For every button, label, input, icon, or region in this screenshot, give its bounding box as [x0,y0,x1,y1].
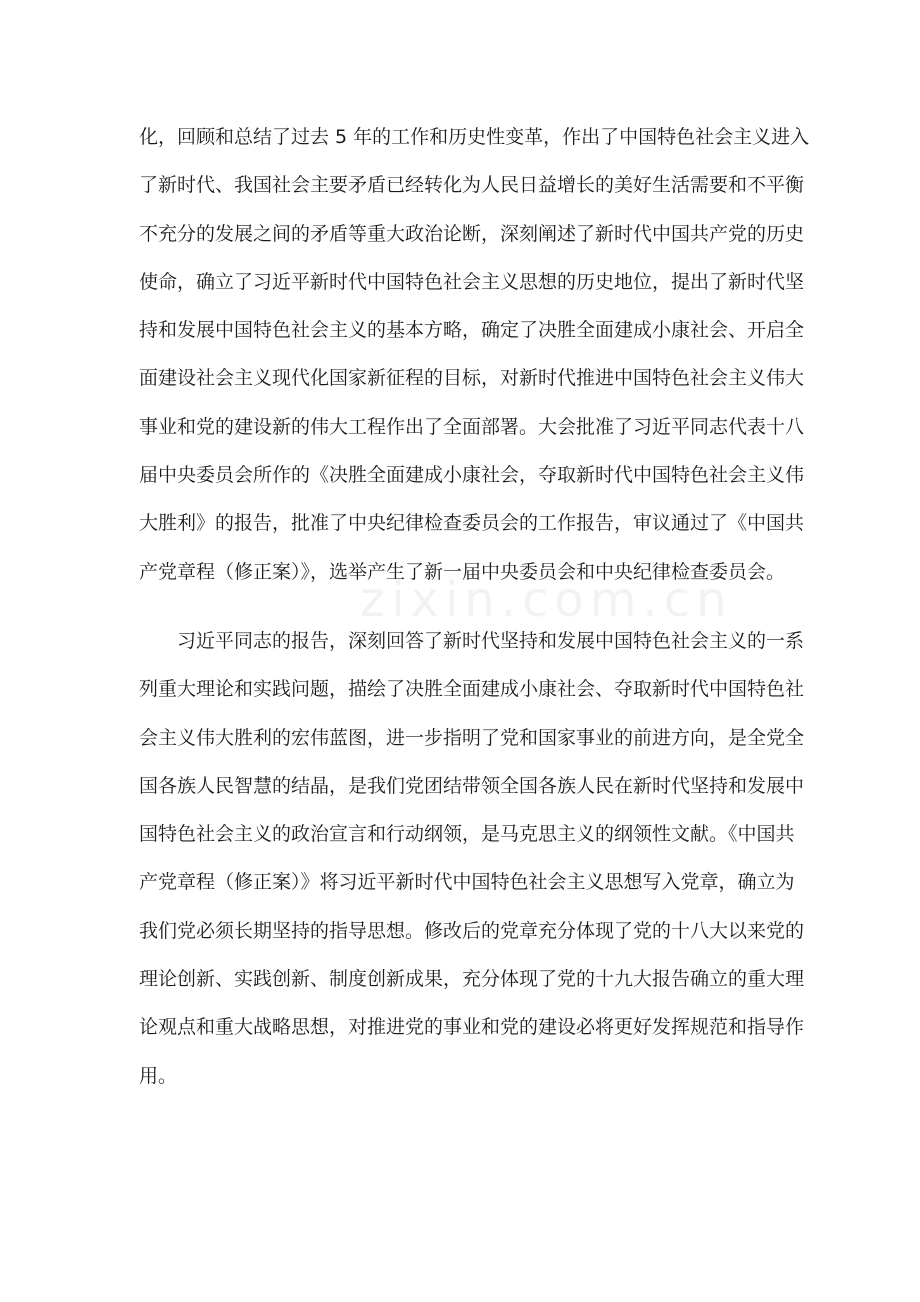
text-line: 持和发展中国特色社会主义的基本方略，确定了决胜全面建成小康社会、开启全 [139,319,805,342]
paragraph-1 [139,113,810,596]
text-line: 面建设社会主义现代化国家新征程的目标，对新时代推进中国特色社会主义伟大 [139,367,805,390]
text-line: 产党章程（修正案）》，选举产生了新一届中央委员会和中央纪律检查委员会。 [139,560,786,583]
text-line: 论观点和重大战略思想，对推进党的事业和党的建设必将更好发挥规范和指导作 [139,1016,805,1039]
watermark: zixin.com.cn [360,572,733,628]
text-line: 化，回顾和总结了过去 5 年的工作和历史性变革，作出了中国特色社会主义进入 [139,126,810,148]
text-line: 习近平同志的报告，深刻回答了新时代坚持和发展中国特色社会主义的一系 [139,630,805,652]
text-line: 我们党必须长期坚持的指导思想。修改后的党章充分体现了党的十八大以来党的 [139,919,805,942]
text-line: 会主义伟大胜利的宏伟蓝图，进一步指明了党和国家事业的前进方向，是全党全 [139,726,805,749]
text-line: 了新时代、我国社会主要矛盾已经转化为人民日益增长的美好生活需要和不平衡 [139,174,805,197]
text-line: 大胜利》的报告，批准了中央纪律检查委员会的工作报告，审议通过了《中国共 [139,512,805,535]
text-line: 不充分的发展之间的矛盾等重大政治论断，深刻阐述了新时代中国共产党的历史 [139,222,805,245]
text-line: 产党章程（修正案）》将习近平新时代中国特色社会主义思想写入党章，确立为 [139,871,795,894]
text-line: 国各族人民智慧的结晶，是我们党团结带领全国各族人民在新时代坚持和发展中 [139,774,805,797]
text-line: 列重大理论和实践问题，描绘了决胜全面建成小康社会、夺取新时代中国特色社 [139,678,805,701]
text-line: 理论创新、实践创新、制度创新成果，充分体现了党的十九大报告确立的重大理 [139,968,805,991]
text-line: 届中央委员会所作的《决胜全面建成小康社会，夺取新时代中国特色社会主义伟 [139,464,805,487]
text-line: 使命，确立了习近平新时代中国特色社会主义思想的历史地位，提出了新时代坚 [139,270,805,293]
text-line: 事业和党的建设新的伟大工程作出了全面部署。大会批准了习近平同志代表十八 [139,415,805,438]
text-line: 用。 [139,1064,178,1087]
paragraph-2 [139,617,805,1100]
text-line: 国特色社会主义的政治宣言和行动纲领，是马克思主义的纲领性文献。《中国共 [139,823,795,846]
